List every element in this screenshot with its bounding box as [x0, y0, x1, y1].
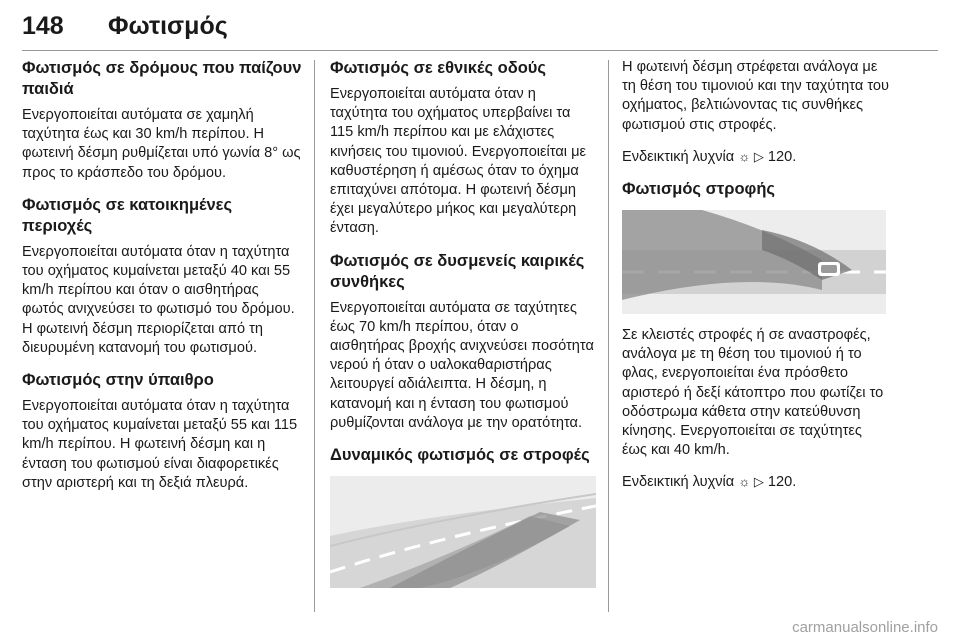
running-title: Φωτισμός [108, 11, 228, 40]
section-text: Ενεργοποιείται αυτόματα σε ταχύτητες έως 70 km/h περίπου, όταν ο αισθητήρας βροχής ανιχνεύσει ποσότητα νερού ή όταν ο υαλοκαθαριστήρας λειτουργεί αδιάλειπτα. Η δέσμη, η κατανομή και η ένταση του φωτισμού ρυθμίζονται ανάλογα με την ορατότητα. [330, 299, 594, 431]
indicator-lamp-icon: ☼ ▷ [738, 148, 764, 164]
header-rule [22, 50, 938, 51]
section-text: Ενεργοποιείται αυτόματα σε χαμηλή ταχύτητα έως και 30 km/h περίπου. Η φωτεινή δέσμη ρυθμίζεται υπό γωνία 8° ως προς το κράσπεδο του δρόμου. [22, 107, 301, 181]
column-1 [22, 58, 302, 505]
page-number: 148 [22, 11, 64, 40]
dynamic-curve-light-illustration [330, 476, 596, 588]
column-2 [330, 58, 596, 600]
section-heading: Φωτισμός στην ύπαιθρο [22, 371, 214, 390]
column-divider [314, 60, 315, 612]
curve-road-svg [330, 476, 596, 588]
indicator-lamp-icon: ☼ ▷ [738, 474, 764, 490]
section-text: Ενεργοποιείται αυτόματα όταν η ταχύτητα του οχήματος κυμαίνεται μεταξύ 40 και 55 km/h περίπου και όταν ο αισθητήρας φωτός ανιχνεύσει το φωτισμό του δρόμου. Η φωτεινή δέσμη περιορίζεται από τη διευρυμένη κατανομή του φωτισμού. [22, 243, 295, 356]
section-heading: Δυναμικός φωτισμός σε στροφές [330, 446, 590, 465]
reference-line [622, 147, 890, 167]
watermark: carmanualsonline.info [792, 619, 938, 636]
column-divider [608, 60, 609, 612]
section-heading: Φωτισμός σε κατοικημένες περιοχές [22, 195, 233, 235]
reference-page: 120. [767, 148, 797, 165]
section-heading: Φωτισμός σε εθνικές οδούς [330, 59, 546, 77]
section-text: Σε κλειστές στροφές ή σε αναστροφές, ανάλογα με τη θέση του τιμονιού ή το φλας, ενεργοποιείται ένα πρόσθετο αριστερό ή δεξί κάτοπτρο που φωτίζει το οδόστρωμα κάθετα στην κατεύθυνση κίνησης. Ενεργοποιείται σε ταχύτητες έως και 40 km/h. [622, 327, 884, 459]
section-text: Η φωτεινή δέσμη στρέφεται ανάλογα με τη θέση του τιμονιού και την ταχύτητα του οχήματος, βελτιώνοντας τις συνθήκες φωτισμού στις στροφές. [622, 59, 889, 133]
reference-text: Ενδεικτική λυχνία [622, 474, 735, 491]
reference-line [622, 472, 890, 492]
reference-text: Ενδεικτική λυχνία [622, 148, 735, 165]
cornering-road-svg [622, 210, 886, 314]
section-heading: Φωτισμός σε δυσμενείς καιρικές συνθήκες [330, 251, 585, 291]
section-text: Ενεργοποιείται αυτόματα όταν η ταχύτητα του οχήματος κυμαίνεται μεταξύ 55 και 115 km/h περίπου. Η φωτεινή δέσμη και η ένταση του φωτισμού είναι διαφορετικές στην αριστερή και τη δεξιά πλευρά. [22, 398, 298, 491]
reference-page: 120. [767, 474, 797, 491]
column-3 [622, 58, 890, 505]
section-text: Ενεργοποιείται αυτόματα όταν η ταχύτητα του οχήματος υπερβαίνει τα 115 km/h περίπου και με ελάχιστες κινήσεις του τιμονιού. Ενεργοποιείται με καθυστέρηση ή αμέσως όταν το όχημα επιταχύνει απότομα. Η φωτεινή δέσμη έχει μεγαλύτερο μήκος και μεγαλύτερη ένταση. [330, 86, 587, 237]
section-heading: Φωτισμός στροφής [622, 180, 775, 199]
page-header [22, 6, 938, 46]
cornering-light-illustration [622, 210, 886, 314]
section-heading: Φωτισμός σε δρόμους που παίζουν παιδιά [22, 59, 302, 98]
